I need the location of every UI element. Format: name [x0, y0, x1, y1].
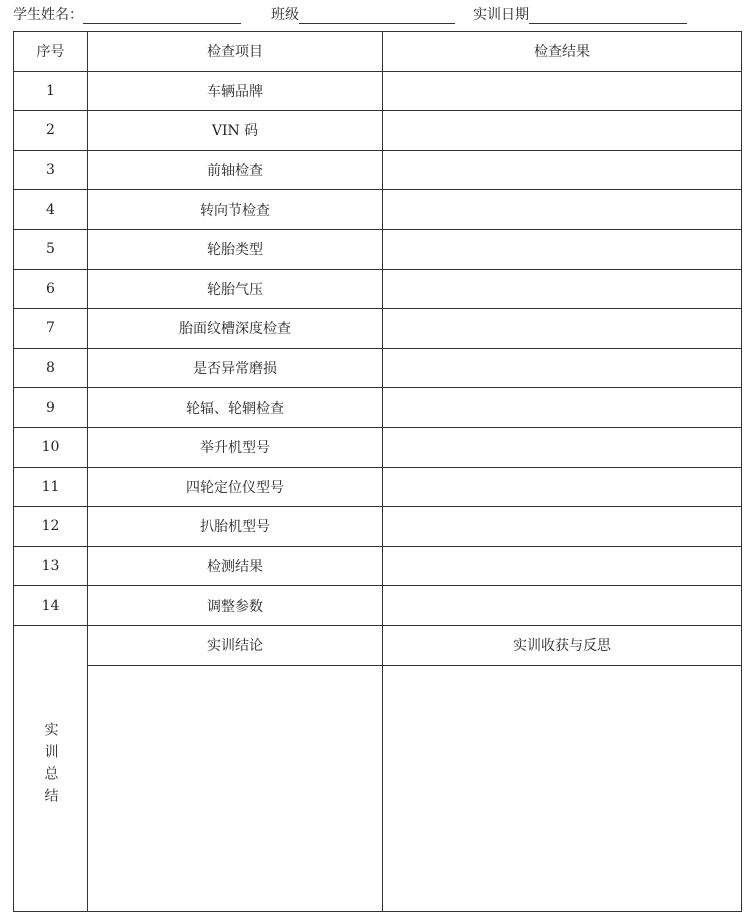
- row-number: 14: [14, 586, 88, 626]
- row-item: VIN 码: [88, 111, 383, 151]
- summary-body-row: [14, 665, 742, 911]
- row-result-cell[interactable]: [383, 190, 742, 230]
- row-result-cell[interactable]: [383, 388, 742, 428]
- row-item: 是否异常磨损: [88, 348, 383, 388]
- student-name-field[interactable]: [83, 7, 241, 24]
- row-result-cell[interactable]: [383, 71, 742, 111]
- inspection-table: [13, 31, 742, 912]
- table-header-row: [14, 32, 742, 72]
- row-number: 2: [14, 111, 88, 151]
- row-item: 转向节检查: [88, 190, 383, 230]
- row-item: 轮胎类型: [88, 229, 383, 269]
- row-result-cell[interactable]: [383, 507, 742, 547]
- table-row: [14, 269, 742, 309]
- table-row: [14, 111, 742, 151]
- reflection-area[interactable]: [383, 665, 742, 911]
- row-number: 3: [14, 150, 88, 190]
- row-item: 轮胎气压: [88, 269, 383, 309]
- row-number: 10: [14, 427, 88, 467]
- row-number: 8: [14, 348, 88, 388]
- column-header-item: 检查项目: [88, 32, 383, 72]
- class-field[interactable]: [299, 7, 455, 24]
- conclusion-area[interactable]: [88, 665, 383, 911]
- row-result-cell[interactable]: [383, 348, 742, 388]
- summary-label: 实训总结: [42, 722, 59, 811]
- table-row: [14, 507, 742, 547]
- student-name-label: 学生姓名：: [13, 7, 83, 23]
- row-result-cell[interactable]: [383, 546, 742, 586]
- date-field[interactable]: [529, 7, 687, 24]
- row-result-cell[interactable]: [383, 111, 742, 151]
- summary-label-cell: [14, 625, 88, 911]
- row-number: 6: [14, 269, 88, 309]
- row-number: 13: [14, 546, 88, 586]
- conclusion-header: 实训结论: [88, 625, 383, 665]
- row-result-cell[interactable]: [383, 467, 742, 507]
- table-row: [14, 388, 742, 428]
- table-row: [14, 586, 742, 626]
- row-item: 轮辐、轮辋检查: [88, 388, 383, 428]
- row-result-cell[interactable]: [383, 427, 742, 467]
- table-row: [14, 150, 742, 190]
- table-row: [14, 190, 742, 230]
- row-result-cell[interactable]: [383, 309, 742, 349]
- row-number: 1: [14, 71, 88, 111]
- column-header-no: 序号: [14, 32, 88, 72]
- row-item: 胎面纹槽深度检查: [88, 309, 383, 349]
- row-result-cell[interactable]: [383, 229, 742, 269]
- row-result-cell[interactable]: [383, 150, 742, 190]
- row-item: 调整参数: [88, 586, 383, 626]
- form-header: [13, 4, 687, 24]
- row-number: 11: [14, 467, 88, 507]
- column-header-result: 检查结果: [383, 32, 742, 72]
- row-item: 四轮定位仪型号: [88, 467, 383, 507]
- table-row: [14, 348, 742, 388]
- table-row: [14, 229, 742, 269]
- row-item: 扒胎机型号: [88, 507, 383, 547]
- row-item: 举升机型号: [88, 427, 383, 467]
- class-label: 班级: [271, 7, 299, 23]
- table-row: [14, 71, 742, 111]
- row-number: 7: [14, 309, 88, 349]
- table-row: [14, 427, 742, 467]
- row-item: 前轴检查: [88, 150, 383, 190]
- row-number: 12: [14, 507, 88, 547]
- row-item: 车辆品牌: [88, 71, 383, 111]
- summary-header-row: [14, 625, 742, 665]
- row-item: 检测结果: [88, 546, 383, 586]
- row-result-cell[interactable]: [383, 269, 742, 309]
- table-row: [14, 467, 742, 507]
- reflection-header: 实训收获与反思: [383, 625, 742, 665]
- table-row: [14, 309, 742, 349]
- row-number: 4: [14, 190, 88, 230]
- row-result-cell[interactable]: [383, 586, 742, 626]
- row-number: 5: [14, 229, 88, 269]
- date-label: 实训日期: [473, 7, 529, 23]
- table-row: [14, 546, 742, 586]
- row-number: 9: [14, 388, 88, 428]
